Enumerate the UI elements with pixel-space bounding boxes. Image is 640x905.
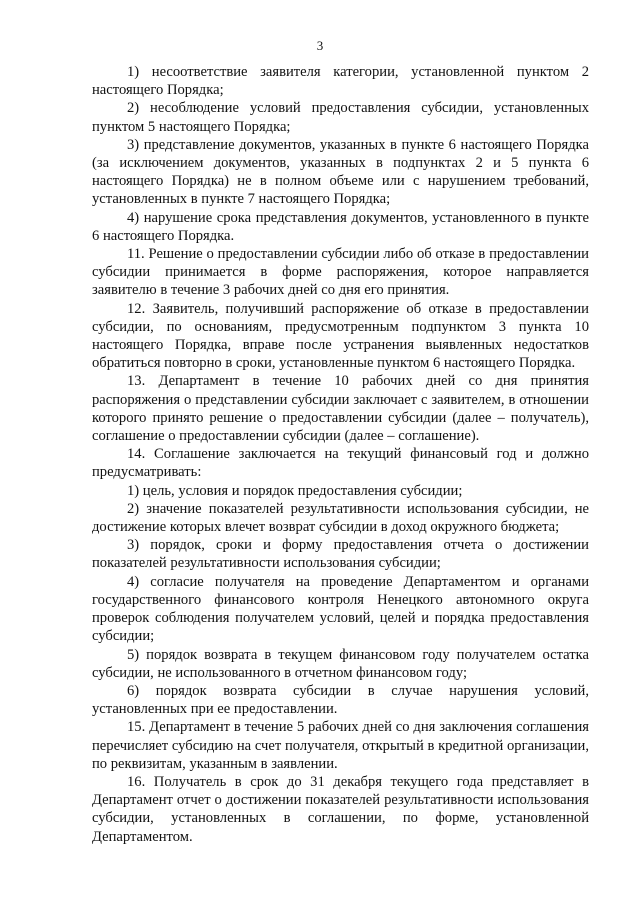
paragraph-13: 13. Департамент в течение 10 рабочих дней со дня принятия распоряжения о представлении субсидии заключает с заявителем, в отношении которого принято решение о предоставлении субсидии (далее – получатель), соглашение о предоставлении субсидии (далее – соглашение). <box>92 373 589 445</box>
page-number: 3 <box>316 38 324 53</box>
paragraph-14-3: 3) порядок, сроки и форму предоставления отчета о достижении показателей результативности использования субсидии; <box>92 537 589 572</box>
document-body <box>92 63 589 846</box>
paragraph-14-2: 2) значение показателей результативности использования субсидии, не достижение которых влечет возврат субсидии в доход окружного бюджета; <box>92 500 589 536</box>
paragraph-14-5: 5) порядок возврата в текущем финансовом году получателем остатка субсидии, не использованного в отчетном финансовом году; <box>92 646 589 681</box>
paragraph-10-3: 3) представление документов, указанных в пункте 6 настоящего Порядка (за исключением документов, указанных в подпунктах 2 и 5 пункта 6 настоящего Порядка) не в полном объеме или с нарушением требований, установленных в пункте 7 настоящего Порядка; <box>92 136 589 208</box>
paragraph-12: 12. Заявитель, получивший распоряжение об отказе в предоставлении субсидии, по основаниям, предусмотренным подпунктом 3 пункта 10 настоящего Порядка, вправе после устранения выявленных недостатков обратиться повторно в сроки, установленные пунктом 6 настоящего Порядка. <box>92 300 589 372</box>
paragraph-14-1: 1) цель, условия и порядок предоставления субсидии; <box>127 482 463 499</box>
paragraph-16: 16. Получатель в срок до 31 декабря текущего года представляет в Департамент отчет о достижении показателей результативности использования субсидии, установленных в соглашении, по форме, установленной Департаментом. <box>92 773 589 845</box>
paragraph-14-4: 4) согласие получателя на проведение Департаментом и органами государственного финансового контроля Ненецкого автономного округа проверок соблюдения получателем условий, целей и порядка предоставления субсидии; <box>92 573 589 645</box>
paragraph-14-6: 6) порядок возврата субсидии в случае нарушения условий, установленных при ее предоставлении. <box>92 682 589 718</box>
paragraph-10-2: 2) несоблюдение условий предоставления субсидии, установленных пунктом 5 настоящего Порядка; <box>92 100 589 135</box>
paragraph-14: 14. Соглашение заключается на текущий финансовый год и должно предусматривать: <box>92 446 589 481</box>
paragraph-15: 15. Департамент в течение 5 рабочих дней со дня заключения соглашения перечисляет субсидию на счет получателя, открытый в кредитной организации, по реквизитам, указанным в заявлении. <box>92 719 589 772</box>
paragraph-10-1: 1) несоответствие заявителя категории, установленной пунктом 2 настоящего Порядка; <box>92 64 589 99</box>
paragraph-11: 11. Решение о предоставлении субсидии либо об отказе в предоставлении субсидии принимается в форме распоряжения, которое направляется заявителю в течение 3 рабочих дней со дня его принятия. <box>92 246 589 299</box>
paragraph-10-4: 4) нарушение срока представления документов, установленного в пункте 6 настоящего Порядка. <box>92 209 589 244</box>
